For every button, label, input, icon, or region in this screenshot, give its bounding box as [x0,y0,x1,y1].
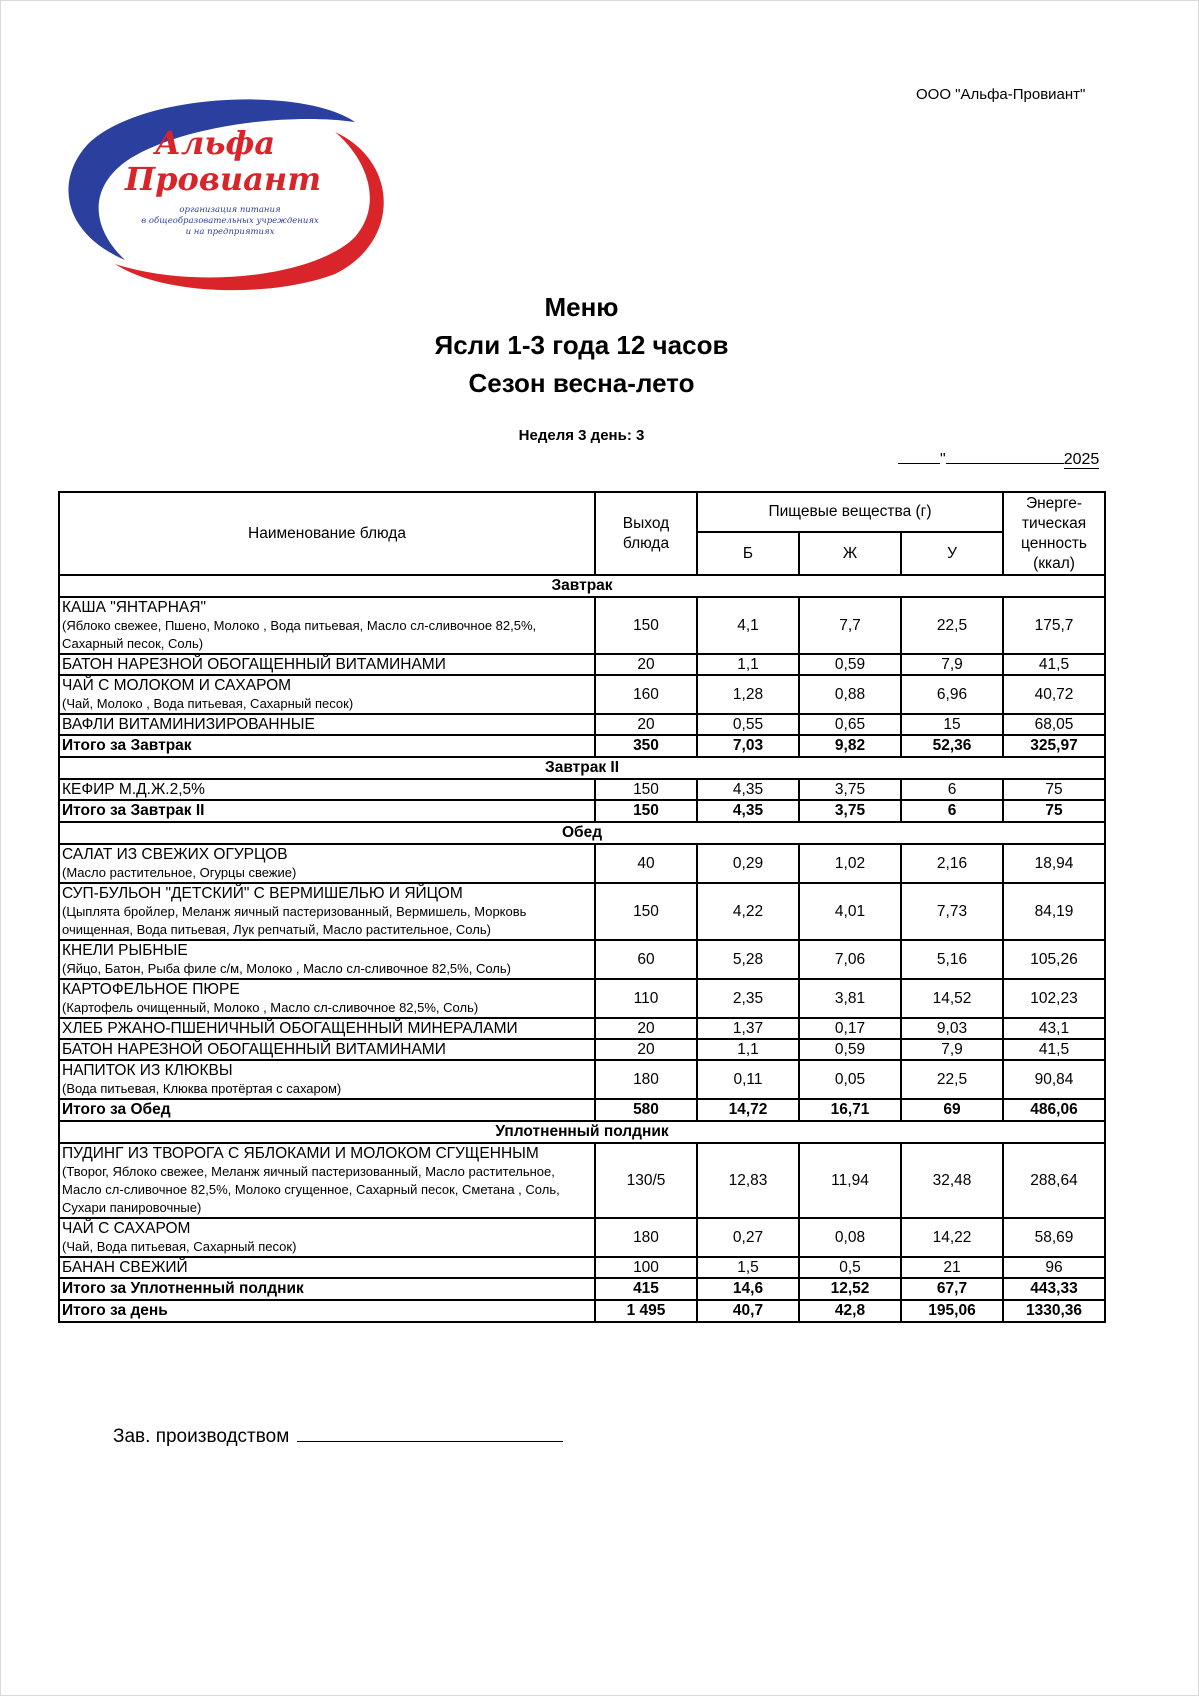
dish-composition: (Творог, Яблоко свежее, Меланж яичный пастеризованный, Масло растительное, Масло сл-сливочное 82,5%, Молоко сгущенное, Сахарный песок, Сметана , Соль, Сухари панировочные) [62,1164,560,1215]
total-label: Итого за Завтрак [59,735,595,757]
dish-name: САЛАТ ИЗ СВЕЖИХ ОГУРЦОВ [62,846,288,863]
cell-carbs: 52,36 [901,735,1003,757]
signature-label: Зав. производством [113,1426,290,1447]
dish-composition: (Цыплята бройлер, Меланж яичный пастеризованный, Вермишель, Морковь очищенная, Вода питьевая, Лук репчатый, Масло растительное, Соль) [62,904,527,937]
cell-protein: 0,29 [697,844,799,883]
cell-protein: 14,72 [697,1099,799,1121]
dish-cell [59,779,595,800]
signature-block [113,1425,563,1448]
cell-carbs: 21 [901,1257,1003,1278]
cell-fat: 12,52 [799,1278,901,1300]
dish-row [59,844,1105,883]
cell-energy: 486,06 [1003,1099,1105,1121]
cell-output: 160 [595,675,697,714]
cell-output: 20 [595,714,697,735]
cell-carbs: 195,06 [901,1300,1003,1322]
cell-carbs: 22,5 [901,1060,1003,1099]
section-total-row [59,1278,1105,1300]
cell-energy: 175,7 [1003,597,1105,654]
menu-title: Меню [544,292,619,322]
section-row [59,822,1105,844]
section-row [59,757,1105,779]
dish-cell [59,940,595,979]
cell-output: 20 [595,654,697,675]
date-month-blank [946,449,1064,464]
cell-protein: 2,35 [697,979,799,1018]
dish-cell [59,1039,595,1060]
section-title: Обед [59,822,1105,844]
dish-name: ХЛЕБ РЖАНО-ПШЕНИЧНЫЙ ОБОГАЩЕННЫЙ МИНЕРАЛАМИ [62,1020,518,1037]
section-total-row [59,800,1105,822]
dish-cell [59,654,595,675]
cell-carbs: 2,16 [901,844,1003,883]
cell-protein: 0,55 [697,714,799,735]
cell-energy: 68,05 [1003,714,1105,735]
logo-brand-line2: Провиант [124,160,322,198]
dish-name: ЧАЙ С МОЛОКОМ И САХАРОМ [62,677,292,694]
cell-output: 150 [595,800,697,822]
cell-protein: 0,11 [697,1060,799,1099]
cell-fat: 7,06 [799,940,901,979]
header-nutrients: Пищевые вещества (г) [697,492,1003,532]
week-day: Неделя 3 день: 3 [518,427,645,444]
menu-subtitle-season: Сезон весна-лето [468,368,695,398]
cell-fat: 3,81 [799,979,901,1018]
cell-carbs: 6 [901,779,1003,800]
dish-cell [59,597,595,654]
dish-cell [59,1018,595,1039]
dish-composition: (Яйцо, Батон, Рыба филе с/м, Молоко , Масло сл-сливочное 82,5%, Соль) [62,961,511,976]
dish-row [59,883,1105,940]
cell-energy: 102,23 [1003,979,1105,1018]
dish-row [59,597,1105,654]
cell-protein: 4,35 [697,800,799,822]
dish-name: БАТОН НАРЕЗНОЙ ОБОГАЩЕННЫЙ ВИТАМИНАМИ [62,1041,446,1058]
cell-protein: 5,28 [697,940,799,979]
cell-output: 350 [595,735,697,757]
cell-protein: 1,28 [697,675,799,714]
total-label: Итого за Уплотненный полдник [59,1278,595,1300]
cell-output: 150 [595,779,697,800]
dish-name: ПУДИНГ ИЗ ТВОРОГА С ЯБЛОКАМИ И МОЛОКОМ СГУЩЕННЫМ [62,1145,539,1162]
cell-carbs: 6,96 [901,675,1003,714]
cell-output: 40 [595,844,697,883]
cell-protein: 0,27 [697,1218,799,1257]
section-title: Завтрак [59,575,1105,597]
menu-table [58,491,1106,1323]
dish-composition: (Чай, Вода питьевая, Сахарный песок) [62,1239,297,1254]
dish-composition: (Вода питьевая, Клюква протёртая с сахаром) [62,1081,342,1096]
cell-output: 180 [595,1218,697,1257]
cell-carbs: 6 [901,800,1003,822]
cell-output: 100 [595,1257,697,1278]
menu-body [59,575,1105,1322]
dish-row [59,714,1105,735]
cell-energy: 1330,36 [1003,1300,1105,1322]
section-title: Завтрак II [59,757,1105,779]
section-row [59,575,1105,597]
cell-fat: 0,88 [799,675,901,714]
cell-energy: 90,84 [1003,1060,1105,1099]
cell-carbs: 14,52 [901,979,1003,1018]
cell-carbs: 14,22 [901,1218,1003,1257]
dish-composition: (Яблоко свежее, Пшено, Молоко , Вода питьевая, Масло сл-сливочное 82,5%, Сахарный песок, Соль) [62,618,537,651]
dish-cell [59,714,595,735]
cell-protein: 4,22 [697,883,799,940]
total-label: Итого за Завтрак II [59,800,595,822]
dish-row [59,1143,1105,1218]
cell-energy: 288,64 [1003,1143,1105,1218]
cell-output: 20 [595,1039,697,1060]
cell-output: 130/5 [595,1143,697,1218]
cell-energy: 18,94 [1003,844,1105,883]
cell-energy: 40,72 [1003,675,1105,714]
cell-protein: 1,5 [697,1257,799,1278]
company-name: ООО "Альфа-Провиант" [916,86,1086,103]
dish-row [59,1060,1105,1099]
cell-protein: 1,1 [697,654,799,675]
total-label: Итого за Обед [59,1099,595,1121]
cell-carbs: 69 [901,1099,1003,1121]
logo-tagline1: организация питания [179,205,281,215]
header-carbs: У [901,532,1003,575]
dish-name: ВАФЛИ ВИТАМИНИЗИРОВАННЫЕ [62,716,315,733]
dish-row [59,1218,1105,1257]
dish-cell [59,1257,595,1278]
dish-row [59,940,1105,979]
day-total-row [59,1300,1105,1322]
section-total-row [59,1099,1105,1121]
cell-carbs: 9,03 [901,1018,1003,1039]
date-day-blank [898,449,940,464]
cell-carbs: 67,7 [901,1278,1003,1300]
logo-brand-line1: Альфа [154,124,276,162]
cell-output: 415 [595,1278,697,1300]
cell-protein: 40,7 [697,1300,799,1322]
cell-carbs: 7,73 [901,883,1003,940]
cell-carbs: 15 [901,714,1003,735]
section-row [59,1121,1105,1143]
cell-fat: 0,17 [799,1018,901,1039]
cell-output: 150 [595,597,697,654]
dish-name: КНЕЛИ РЫБНЫЕ [62,942,188,959]
date-line [898,449,1099,469]
cell-carbs: 7,9 [901,654,1003,675]
dish-name: БАТОН НАРЕЗНОЙ ОБОГАЩЕННЫЙ ВИТАМИНАМИ [62,656,446,673]
cell-fat: 0,59 [799,654,901,675]
dish-row [59,1257,1105,1278]
dish-cell [59,675,595,714]
dish-cell [59,883,595,940]
header-energy: Энерге-тическая ценность (ккал) [1003,492,1105,575]
cell-energy: 75 [1003,800,1105,822]
dish-row [59,1018,1105,1039]
cell-output: 60 [595,940,697,979]
cell-fat: 0,5 [799,1257,901,1278]
cell-fat: 11,94 [799,1143,901,1218]
dish-row [59,779,1105,800]
cell-fat: 3,75 [799,800,901,822]
cell-fat: 1,02 [799,844,901,883]
cell-carbs: 7,9 [901,1039,1003,1060]
cell-energy: 325,97 [1003,735,1105,757]
header-dish-name: Наименование блюда [59,492,595,575]
section-title: Уплотненный полдник [59,1121,1105,1143]
dish-row [59,675,1105,714]
dish-row [59,1039,1105,1060]
cell-carbs: 22,5 [901,597,1003,654]
dish-name: КАРТОФЕЛЬНОЕ ПЮРЕ [62,981,240,998]
cell-fat: 4,01 [799,883,901,940]
dish-name: КАША "ЯНТАРНАЯ" [62,599,206,616]
header-protein: Б [697,532,799,575]
menu-subtitle-group: Ясли 1-3 года 12 часов [434,330,729,360]
logo-tagline2: в общеобразовательных учреждениях [141,216,319,226]
day-total-label: Итого за день [59,1300,595,1322]
cell-protein: 14,6 [697,1278,799,1300]
cell-fat: 42,8 [799,1300,901,1322]
cell-energy: 41,5 [1003,1039,1105,1060]
dish-composition: (Чай, Молоко , Вода питьевая, Сахарный песок) [62,696,354,711]
date-quote: " [940,451,946,468]
dish-name: КЕФИР М.Д.Ж.2,5% [62,781,205,798]
cell-fat: 16,71 [799,1099,901,1121]
section-total-row [59,735,1105,757]
cell-output: 150 [595,883,697,940]
cell-output: 580 [595,1099,697,1121]
dish-cell [59,979,595,1018]
dish-cell [59,1218,595,1257]
cell-output: 1 495 [595,1300,697,1322]
cell-output: 110 [595,979,697,1018]
cell-protein: 4,1 [697,597,799,654]
header-fat: Ж [799,532,901,575]
cell-energy: 84,19 [1003,883,1105,940]
cell-fat: 0,59 [799,1039,901,1060]
cell-protein: 4,35 [697,779,799,800]
cell-fat: 3,75 [799,779,901,800]
dish-composition: (Картофель очищенный, Молоко , Масло сл-сливочное 82,5%, Соль) [62,1000,479,1015]
dish-cell [59,1060,595,1099]
cell-energy: 41,5 [1003,654,1105,675]
cell-energy: 43,1 [1003,1018,1105,1039]
signature-line [297,1425,563,1442]
cell-protein: 1,37 [697,1018,799,1039]
dish-cell [59,1143,595,1218]
cell-fat: 0,08 [799,1218,901,1257]
dish-cell [59,844,595,883]
dish-name: БАНАН СВЕЖИЙ [62,1259,188,1276]
cell-energy: 96 [1003,1257,1105,1278]
cell-fat: 0,05 [799,1060,901,1099]
cell-energy: 105,26 [1003,940,1105,979]
dish-name: НАПИТОК ИЗ КЛЮКВЫ [62,1062,233,1079]
cell-fat: 9,82 [799,735,901,757]
cell-protein: 1,1 [697,1039,799,1060]
menu-titles [0,288,1163,402]
cell-fat: 0,65 [799,714,901,735]
dish-name: СУП-БУЛЬОН "ДЕТСКИЙ" С ВЕРМИШЕЛЬЮ И ЯЙЦОМ [62,885,463,902]
dish-name: ЧАЙ С САХАРОМ [62,1220,191,1237]
dish-composition: (Масло растительное, Огурцы свежие) [62,865,297,880]
dish-row [59,654,1105,675]
dish-row [59,979,1105,1018]
cell-carbs: 5,16 [901,940,1003,979]
cell-output: 20 [595,1018,697,1039]
company-logo [55,92,390,292]
cell-energy: 58,69 [1003,1218,1105,1257]
date-year: 2025 [1063,451,1100,468]
logo-tagline3: и на предприятиях [185,227,275,237]
cell-fat: 7,7 [799,597,901,654]
header-output: Выход блюда [595,492,697,575]
cell-carbs: 32,48 [901,1143,1003,1218]
cell-energy: 75 [1003,779,1105,800]
cell-protein: 12,83 [697,1143,799,1218]
cell-energy: 443,33 [1003,1278,1105,1300]
cell-output: 180 [595,1060,697,1099]
cell-protein: 7,03 [697,735,799,757]
